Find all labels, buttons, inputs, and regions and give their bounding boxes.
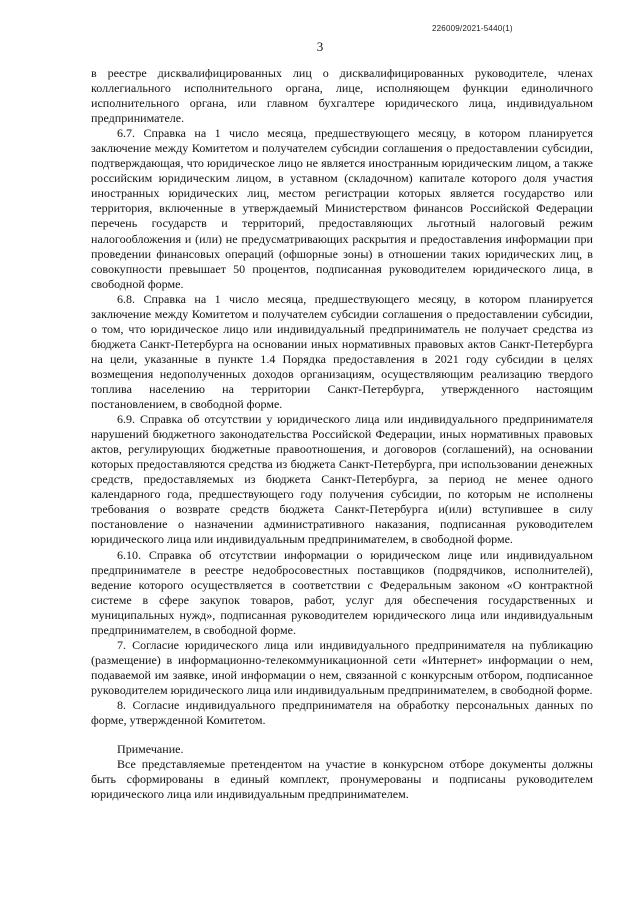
paragraph-7: 7. Согласие юридического лица или индивидуального предпринимателя на публикацию (размещение) в информационно-телекоммуникационной сети «Интернет» информации о нем, подаваемой им заявке, иной информации о нем, связанной с конкурсным отбором, подписанное руководителем юридического лица или индивидуальным предпринимателем, в свободной форме. [91,637,593,697]
paragraph-6-8: 6.8. Справка на 1 число месяца, предшествующего месяцу, в котором планируется заключение между Комитетом и получателем субсидии соглашения о предоставлении субсидии, о том, что юридическое лицо или индивидуальный предприниматель не получает средства из бюджета Санкт-Петербурга на основании иных нормативных правовых актов Санкт-Петербурга на цели, указанные в пункте 1.4 Порядка предоставления в 2021 году субсидии в целях возмещения недополученных доходов организациям, осуществляющим реализацию твердого топлива населению на территории Санкт-Петербурга, утвержденного настоящим постановлением, в свободной форме. [91,291,593,412]
paragraph-6-7: 6.7. Справка на 1 число месяца, предшествующего месяцу, в котором планируется заключение между Комитетом и получателем субсидии соглашения о предоставлении субсидии, подтверждающая, что юридическое лицо не является иностранным юридическим лицом, а также российским юридическим лицом, в уставном (складочном) капитале которого доля участия иностранных юридических лиц, местом регистрации которых является государство или территория, включенные в утверждаемый Министерством финансов Российской Федерации перечень государств и территорий, предоставляющих льготный налоговый режим налогообложения и (или) не предусматривающих раскрытия и предоставления информации при проведении финансовых операций (офшорные зоны) в отношении таких юридических лиц, в совокупности превышает 50 процентов, подписанная руководителем юридического лица, в свободной форме. [91,126,593,291]
paragraph-6-9: 6.9. Справка об отсутствии у юридического лица или индивидуального предпринимателя нарушений бюджетного законодательства Российской Федерации, иных нормативных правовых актов, регулирующих бюджетные правоотношения, и договоров (соглашений), на основании которых предоставляются средства из бюджета Санкт-Петербурга, при использовании денежных средств, предоставляемых из бюджета Санкт-Петербурга, за период не менее одного календарного года, предшествующего году получения субсидии, по которым не исполнены требования о возврате средств бюджета Санкт-Петербурга и(или) вступившее в силу постановление о назначении административного наказания, подписанная руководителем юридического лица или индивидуальным предпринимателем, в свободной форме. [91,412,593,547]
note-text: Все представляемые претендентом на участие в конкурсном отборе документы должны быть сформированы в единый комплект, пронумерованы и подписаны руководителем юридического лица или индивидуальным предпринимателем. [91,757,593,802]
document-body [91,66,593,802]
page-number: 3 [316,39,324,54]
paragraph-8: 8. Согласие индивидуального предпринимателя на обработку персональных данных по форме, утвержденной Комитетом. [91,697,593,728]
note-title: Примечание. [117,742,184,757]
paragraph-continuation: в реестре дисквалифицированных лиц о дисквалифицированных руководителе, членах коллегиального исполнительного органа, лице, исполняющем функции единоличного исполнительного органа, или главном бухгалтере юридического лица, индивидуальном предпринимателе. [91,66,593,126]
document-id: 226009/2021-5440(1) [432,24,513,33]
paragraph-6-10: 6.10. Справка об отсутствии информации о юридическом лице или индивидуальном предпринимателе в реестре недобросовестных поставщиков (подрядчиков, исполнителей), ведение которого осуществляется в соответствии с Федеральным законом «О контрактной системе в сфере закупок товаров, работ, услуг для обеспечения государственных и муниципальных нужд», подписанная руководителем юридического лица или индивидуальным предпринимателем, в свободной форме. [91,547,593,637]
